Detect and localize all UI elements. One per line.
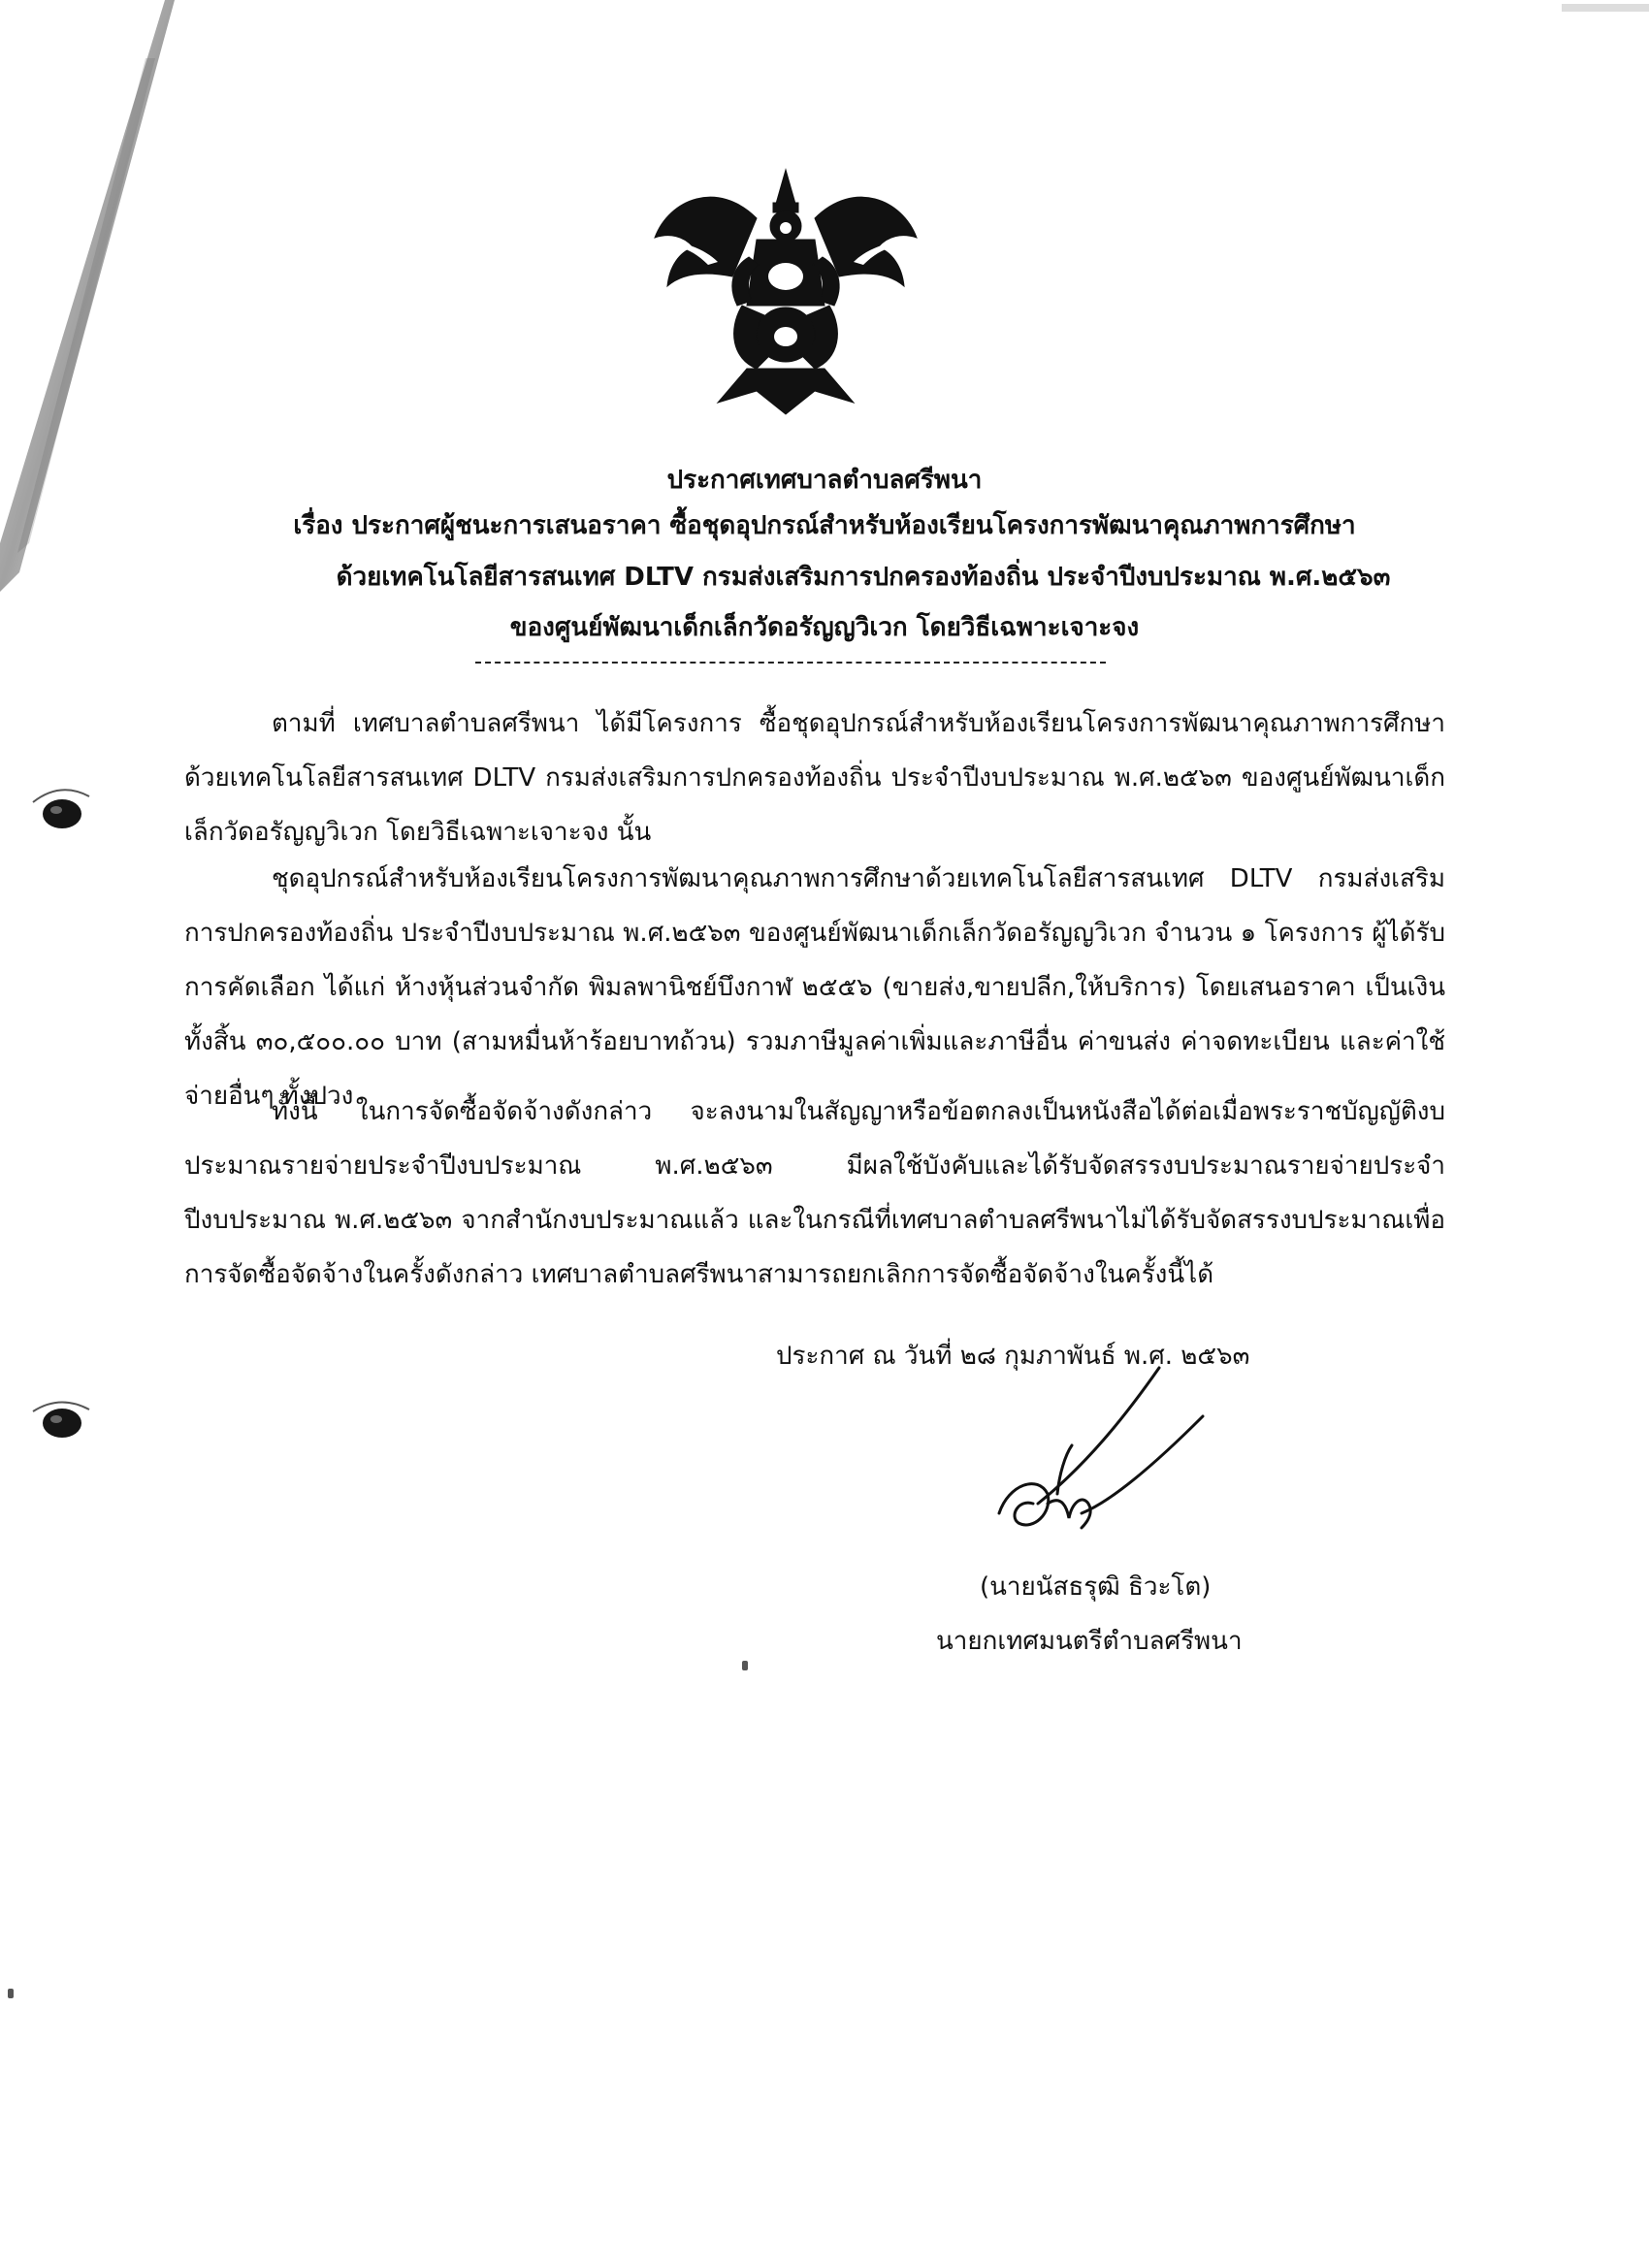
scan-edge-mark [1562, 0, 1649, 29]
signer-name: (นายนัสธรุฒิ ธิวะโต) [980, 1572, 1212, 1602]
announcement-date: ประกาศ ณ วันที่ ๒๘ กุมภาพันธ์ พ.ศ. ๒๕๖๓ [776, 1342, 1250, 1371]
separator-rule [475, 662, 1106, 664]
body-paragraph-1: ตามที่ เทศบาลตำบลศรีพนา ได้มีโครงการ ซื้อชุดอุปกรณ์สำหรับห้องเรียนโครงการพัฒนาคุณภาพการศึกษาด้วยเทคโนโลยีสารสนเทศ DLTV กรมส่งเสริมการปกครองท้องถิ่น ประจำปีงบประมาณ พ.ศ.๒๕๖๓ ของศูนย์พัฒนาเด็กเล็กวัดอรัญญวิเวก โดยวิธีเฉพาะเจาะจง นั้น [184, 709, 1445, 847]
document-title: ประกาศเทศบาลตำบลศรีพนา [666, 466, 983, 495]
body-paragraph-2: ชุดอุปกรณ์สำหรับห้องเรียนโครงการพัฒนาคุณภาพการศึกษาด้วยเทคโนโลยีสารสนเทศ DLTV กรมส่งเสริมการปกครองท้องถิ่น ประจำปีงบประมาณ พ.ศ.๒๕๖๓ ของศูนย์พัฒนาเด็กเล็กวัดอรัญญวิเวก จำนวน ๑ โครงการ ผู้ได้รับการคัดเลือก ได้แก่ ห้างหุ้นส่วนจำกัด พิมลพานิชย์บึงกาฬ ๒๕๕๖ (ขายส่ง,ขายปลีก,ให้บริการ) โดยเสนอราคา เป็นเงินทั้งสิ้น ๓๐,๕๐๐.๐๐ บาท (สามหมื่นห้าร้อยบาทถ้วน) รวมภาษีมูลค่าเพิ่มและภาษีอื่น ค่าขนส่ง ค่าจดทะเบียน และค่าใช้จ่ายอื่นๆ ทั้งปวง [184, 864, 1445, 1111]
handwritten-signature [980, 1358, 1232, 1581]
punch-hole-top [29, 781, 91, 837]
subject-line-2: ด้วยเทคโนโลยีสารสนเทศ DLTV กรมส่งเสริมการปกครองท้องถิ่น ประจำปีงบประมาณ พ.ศ.๒๕๖๓ [336, 563, 1391, 592]
subject-line-3: ของศูนย์พัฒนาเด็กเล็กวัดอรัญญวิเวก โดยวิธีเฉพาะเจาะจง [509, 613, 1140, 642]
punch-hole-bottom [29, 1392, 91, 1448]
garuda-emblem-icon [640, 160, 931, 422]
signer-position: นายกเทศมนตรีตำบลศรีพนา [936, 1627, 1243, 1656]
body-paragraph-3: ทั้งนี้ ในการจัดซื้อจัดจ้างดังกล่าว จะลงนามในสัญญาหรือข้อตกลงเป็นหนังสือได้ต่อเมื่อพระราชบัญญัติงบประมาณรายจ่ายประจำปีงบประมาณ พ.ศ.๒๕๖๓ มีผลใช้บังคับและได้รับจัดสรรงบประมาณรายจ่ายประจำปีงบประมาณ พ.ศ.๒๕๖๓ จากสำนักงบประมาณแล้ว และในกรณีที่เทศบาลตำบลศรีพนาไม่ได้รับจัดสรรงบประมาณเพื่อการจัดซื้อจัดจ้างในครั้งดังกล่าว เทศบาลตำบลศรีพนาสามารถยกเลิกการจัดซื้อจัดจ้างในครั้งนี้ได้ [184, 1097, 1445, 1289]
scan-speck [8, 1989, 14, 1998]
scan-speck [742, 1661, 748, 1670]
subject-line-1: เรื่อง ประกาศผู้ชนะการเสนอราคา ซื้อชุดอุปกรณ์สำหรับห้องเรียนโครงการพัฒนาคุณภาพการศึกษา [293, 511, 1356, 540]
